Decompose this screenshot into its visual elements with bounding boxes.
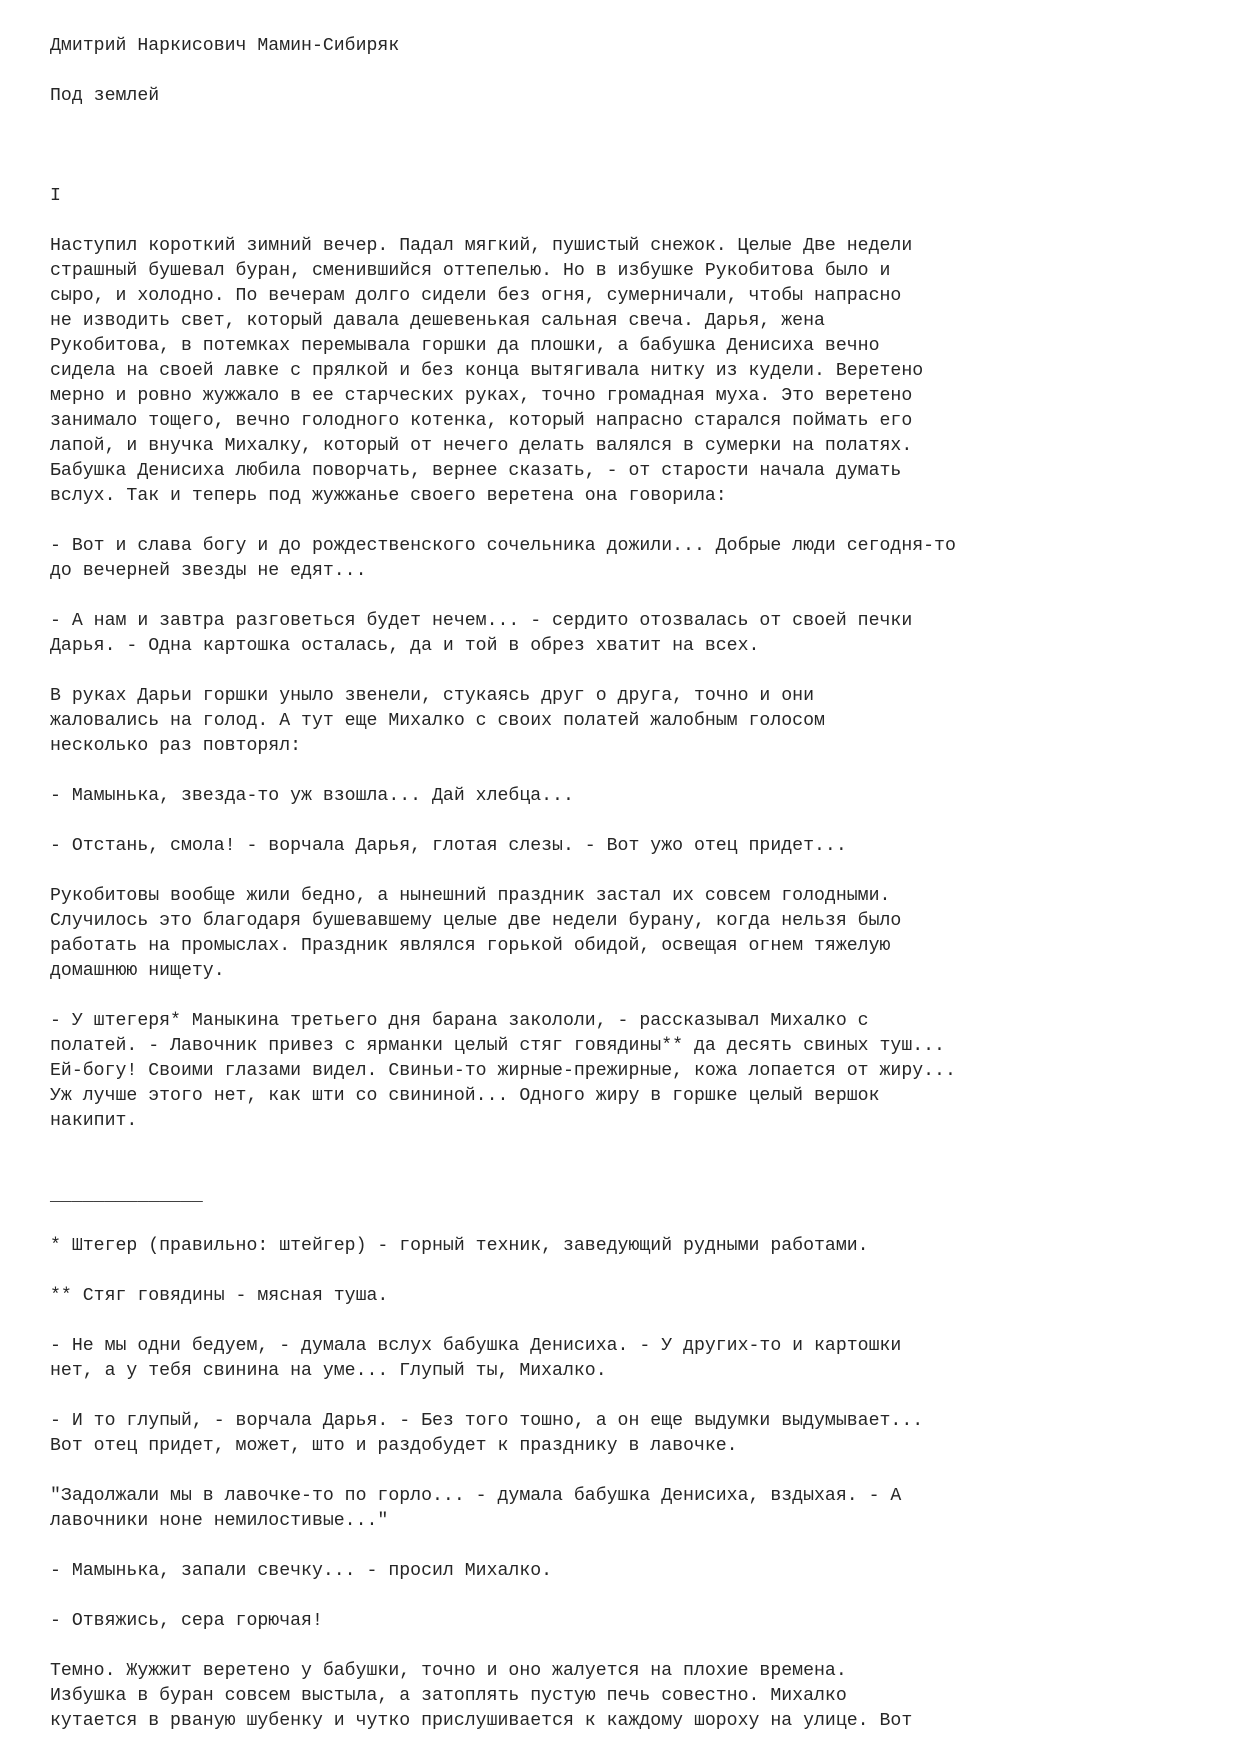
text-line: Случилось это благодаря бушевавшему целые две недели бурану, когда нельзя было bbox=[50, 911, 902, 931]
paragraph bbox=[50, 884, 1200, 984]
text-line: "Задолжали мы в лавочке-то по горло... - думала бабушка Денисиха, вздыхая. - А bbox=[50, 1486, 902, 1506]
paragraph bbox=[50, 534, 1200, 584]
text-line: - И то глупый, - ворчала Дарья. - Без того тошно, а он еще выдумки выдумывает... bbox=[50, 1411, 924, 1431]
text-line: домашнюю нищету. bbox=[50, 961, 225, 981]
text-line: работать на промыслах. Праздник являлся горькой обидой, освещая огнем тяжелую bbox=[50, 936, 891, 956]
text-line: Вот отец придет, может, што и раздобудет к празднику в лавочке. bbox=[50, 1436, 738, 1456]
text-line: до вечерней звезды не едят... bbox=[50, 561, 367, 581]
text-line: Темно. Жужжит веретено у бабушки, точно и оно жалуется на плохие времена. bbox=[50, 1661, 847, 1681]
author-line: Дмитрий Наркисович Мамин-Сибиряк bbox=[50, 36, 400, 56]
text-line: сыро, и холодно. По вечерам долго сидели без огня, сумерничали, чтобы напрасно bbox=[50, 286, 902, 306]
paragraph bbox=[50, 1009, 1200, 1134]
paragraph bbox=[50, 1409, 1200, 1459]
text-line: занимало тощего, вечно голодного котенка, который напрасно старался поймать его bbox=[50, 411, 913, 431]
text-line: полатей. - Лавочник привез с ярманки целый стяг говядины** да десять свиных туш... bbox=[50, 1036, 945, 1056]
footnote: * Штегер (правильно: штейгер) - горный техник, заведующий рудными работами. bbox=[50, 1236, 869, 1256]
text-line: - Отвяжись, сера горючая! bbox=[50, 1611, 323, 1631]
text-line: Дарья. - Одна картошка осталась, да и той в обрез хватит на всех. bbox=[50, 636, 760, 656]
document-title: Под землей bbox=[50, 86, 160, 106]
paragraph bbox=[50, 1484, 1200, 1534]
paragraph bbox=[50, 834, 1200, 859]
text-line: - Не мы одни бедуем, - думала вслух бабушка Денисиха. - У других-то и картошки bbox=[50, 1336, 902, 1356]
text-line: - Вот и слава богу и до рождественского сочельника дожили... Добрые люди сегодня-то bbox=[50, 536, 956, 556]
paragraph bbox=[50, 684, 1200, 759]
text-line: кутается в рваную шубенку и чутко прислушивается к каждому шороху на улице. Вот bbox=[50, 1711, 913, 1731]
footnote-separator: ______________ bbox=[50, 1186, 203, 1206]
text-line: вслух. Так и теперь под жужжанье своего веретена она говорила: bbox=[50, 486, 727, 506]
text-line: - А нам и завтра разговеться будет нечем... - сердито отозвалась от своей печки bbox=[50, 611, 913, 631]
paragraph bbox=[50, 1559, 1200, 1584]
paragraph bbox=[50, 784, 1200, 809]
paragraph bbox=[50, 609, 1200, 659]
text-line: - Мамынька, запали свечку... - просил Михалко. bbox=[50, 1561, 553, 1581]
footnote: ** Стяг говядины - мясная туша. bbox=[50, 1286, 389, 1306]
text-line: Рукобитова, в потемках перемывала горшки да плошки, а бабушка Денисиха вечно bbox=[50, 336, 880, 356]
main-text bbox=[50, 234, 1200, 1134]
text-line: Избушка в буран совсем выстыла, а затоплять пустую печь совестно. Михалко bbox=[50, 1686, 847, 1706]
paragraph bbox=[50, 234, 1200, 509]
text-line: нет, а у тебя свинина на уме... Глупый ты, Михалко. bbox=[50, 1361, 607, 1381]
text-line: накипит. bbox=[50, 1111, 138, 1131]
footnotes bbox=[50, 1234, 1200, 1334]
document-page bbox=[50, 34, 1200, 1734]
text-line: В руках Дарьи горшки уныло звенели, стукаясь друг о друга, точно и они bbox=[50, 686, 814, 706]
text-line: - У штегеря* Маныкина третьего дня барана закололи, - рассказывал Михалко с bbox=[50, 1011, 869, 1031]
text-line: страшный бушевал буран, сменившийся оттепелью. Но в избушке Рукобитова было и bbox=[50, 261, 891, 281]
text-line: сидела на своей лавке с прялкой и без конца вытягивала нитку из кудели. Веретено bbox=[50, 361, 924, 381]
text-line: мерно и ровно жужжало в ее старческих руках, точно громадная муха. Это веретено bbox=[50, 386, 913, 406]
paragraph bbox=[50, 1334, 1200, 1384]
text-line: жаловались на голод. А тут еще Михалко с своих полатей жалобным голосом bbox=[50, 711, 825, 731]
text-line: лапой, и внучка Михалку, который от нечего делать валялся в сумерки на полатях. bbox=[50, 436, 913, 456]
text-line: Уж лучше этого нет, как шти со свининой... Одного жиру в горшке целый вершок bbox=[50, 1086, 880, 1106]
text-line: Ей-богу! Своими глазами видел. Свиньи-то жирные-прежирные, кожа лопается от жиру... bbox=[50, 1061, 956, 1081]
paragraph bbox=[50, 1659, 1200, 1734]
text-line: Рукобитовы вообще жили бедно, а нынешний праздник застал их совсем голодными. bbox=[50, 886, 891, 906]
text-line: Наступил короткий зимний вечер. Падал мягкий, пушистый снежок. Целые Две недели bbox=[50, 236, 913, 256]
text-line: несколько раз повторял: bbox=[50, 736, 302, 756]
paragraph bbox=[50, 1609, 1200, 1634]
text-line: лавочники ноне немилостивые..." bbox=[50, 1511, 389, 1531]
text-line: - Мамынька, звезда-то уж взошла... Дай хлебца... bbox=[50, 786, 574, 806]
text-line: - Отстань, смола! - ворчала Дарья, глотая слезы. - Вот ужо отец придет... bbox=[50, 836, 847, 856]
text-line: не изводить свет, который давала дешевенькая сальная свеча. Дарья, жена bbox=[50, 311, 825, 331]
text-line: Бабушка Денисиха любила поворчать, вернее сказать, - от старости начала думать bbox=[50, 461, 902, 481]
chapter-heading: I bbox=[50, 186, 61, 206]
continued-text bbox=[50, 1334, 1200, 1734]
